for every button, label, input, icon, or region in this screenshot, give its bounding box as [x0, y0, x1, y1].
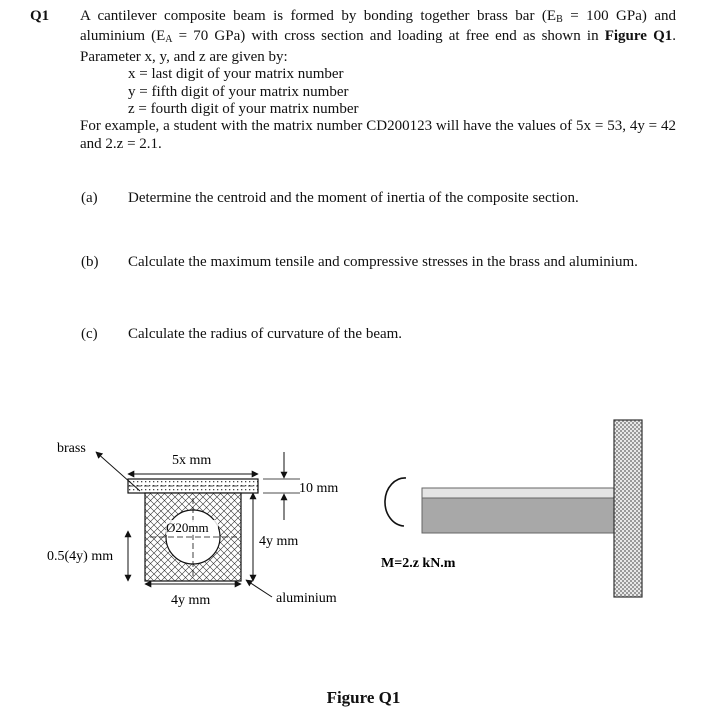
param-z: z = fourth digit of your matrix number: [128, 101, 359, 118]
figure-title: Figure Q1: [326, 688, 401, 707]
width-top-label: 5x mm: [172, 453, 212, 468]
thickness-label: 10 mm: [299, 481, 339, 496]
brass-leader: [96, 452, 140, 491]
param-x: x = last digit of your matrix number: [128, 66, 344, 83]
brass-strip: [128, 479, 258, 493]
figure-q1-diagram: [0, 400, 727, 690]
example-text: For example, a student with the matrix number CD200123 will have the values of 5x = 53, 4y = 42 and 2.z = 2.1.: [80, 118, 676, 152]
aluminium-label: aluminium: [276, 591, 337, 606]
height-left-label: 0.5(4y) mm: [47, 549, 114, 564]
cantilever-beam: [422, 488, 614, 533]
width-bottom-label: 4y mm: [171, 593, 211, 608]
aluminium-leader: [246, 580, 272, 597]
moment-label: M=2.z kN.m: [381, 556, 456, 571]
part-b-text: Calculate the maximum tensile and compressive stresses in the brass and aluminium.: [128, 254, 638, 270]
intro-text-b: = 100 GPa) and aluminium (E: [80, 8, 677, 45]
intro-text-d: . Parameter x, y, and z are given by:: [80, 28, 676, 65]
thickness-dimension: [263, 452, 300, 520]
moment-arrow: [385, 478, 406, 526]
figure-reference: Figure Q1: [604, 28, 673, 45]
aluminium-section: [145, 493, 241, 581]
hole-diameter-label: Ø20mm: [166, 520, 209, 535]
height-right-label: 4y mm: [259, 534, 299, 549]
part-a-text: Determine the centroid and the moment of inertia of the composite section.: [128, 190, 579, 206]
intro-text-a: A cantilever composite beam is formed by bonding together brass bar (E: [80, 8, 557, 24]
part-c-text: Calculate the radius of curvature of the beam.: [128, 326, 403, 342]
part-b-label: (b): [81, 254, 99, 270]
subscript-b: B: [556, 14, 563, 25]
param-y: y = fifth digit of your matrix number: [128, 83, 349, 100]
question-text: [80, 8, 676, 153]
subscript-a: A: [165, 34, 173, 46]
part-c-label: (c): [81, 326, 98, 342]
question-number: Q1: [30, 8, 50, 24]
part-a-label: (a): [81, 190, 98, 206]
brass-label: brass: [57, 441, 86, 456]
intro-text-c: = 70 GPa) with cross section and loading at free end as shown in: [172, 28, 605, 45]
fixed-wall: [614, 420, 642, 597]
